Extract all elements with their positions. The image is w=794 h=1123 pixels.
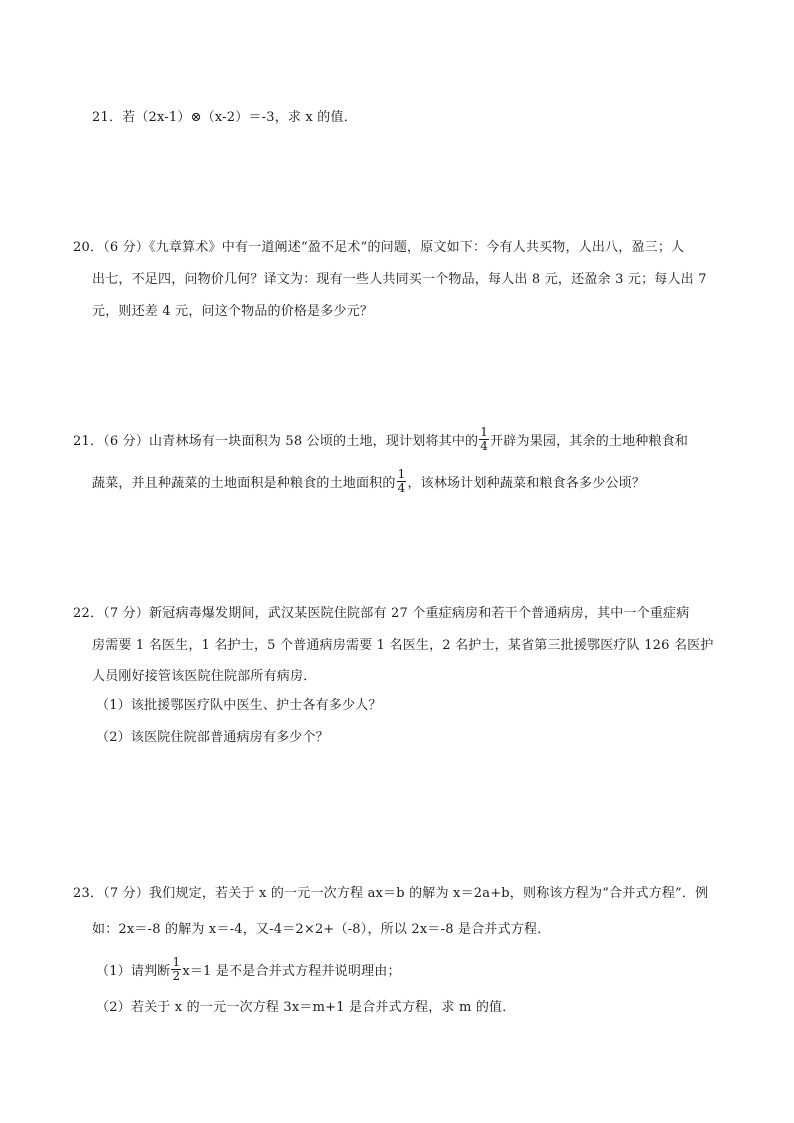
question-21-text-b: 开辟为果园，其余的土地种粮食和: [490, 434, 689, 449]
question-20-line-1: 20．（6 分）《九章算术》中有一道阐述“盈不足术”的问题，原文如下：今有人共买物，人出八，盈三；人: [73, 240, 685, 255]
fraction-denominator: 4: [480, 439, 489, 453]
fraction-numerator: 1: [480, 425, 489, 439]
fraction-one-quarter: [397, 468, 407, 495]
question-22-line-2: 房需要 1 名医生，1 名护士，5 个普通病房需要 1 名医生，2 名护士，某省第三批援鄂医疗队 126 名医护: [92, 638, 714, 653]
question-22-line-3: 人员刚好接管该医院住院部所有病房．: [92, 669, 317, 684]
question-23-line-1: 23．（7 分）我们规定，若关于 x 的一元一次方程 ax＝b 的解为 x＝2a+b，则称该方程为“合并式方程”．例: [73, 886, 709, 901]
question-23-line-2: 如：2x＝-8 的解为 x＝-4，又-4＝2×2+（-8），所以 2x＝-8 是合并式方程．: [92, 922, 551, 937]
question-21-line-1: [73, 425, 689, 455]
question-21-condition: 21．若（2x-1）⊗（x-2）＝-3，求 x 的值．: [92, 110, 357, 125]
fraction-one-quarter: [479, 426, 489, 453]
question-21-text-a: 21．（6 分）山青林场有一块面积为 58 公顷的土地，现计划将其中的: [73, 434, 479, 449]
fraction-one-half: [171, 956, 181, 983]
question-20-line-2: 出七，不足四，问物价几何？译文为：现有一些人共同买一个物品，每人出 8 元，还盈余 3 元；每人出 7: [92, 272, 707, 287]
question-20-line-3: 元，则还差 4 元，问这个物品的价格是多少元？: [92, 304, 374, 319]
question-23-part-1-text-b: x＝1 是不是合并式方程并说明理由；: [182, 964, 401, 979]
question-21-text-c: 蔬菜，并且种蔬菜的土地面积是种粮食的土地面积的: [92, 476, 396, 491]
question-23-part-1-text-a: （1）请判断: [96, 964, 171, 979]
question-21-line-2: [92, 467, 646, 497]
question-22-line-1: 22．（7 分）新冠病毒爆发期间，武汉某医院住院部有 27 个重症病房和若干个普通病房，其中一个重症病: [73, 606, 690, 621]
question-22-part-1: （1）该批援鄂医疗队中医生、护士各有多少人？: [96, 698, 382, 713]
fraction-numerator: 1: [172, 955, 181, 969]
fraction-denominator: 2: [172, 969, 181, 983]
question-23-part-1: [96, 955, 401, 985]
question-21-text-d: ，该林场计划种蔬菜和粮食各多少公顷？: [407, 476, 646, 491]
fraction-numerator: 1: [397, 467, 406, 481]
fraction-denominator: 4: [397, 481, 406, 495]
question-22-part-2: （2）该医院住院部普通病房有多少个？: [96, 730, 329, 745]
question-23-part-2: （2）若关于 x 的一元一次方程 3x＝m+1 是合并式方程，求 m 的值．: [96, 1000, 516, 1015]
